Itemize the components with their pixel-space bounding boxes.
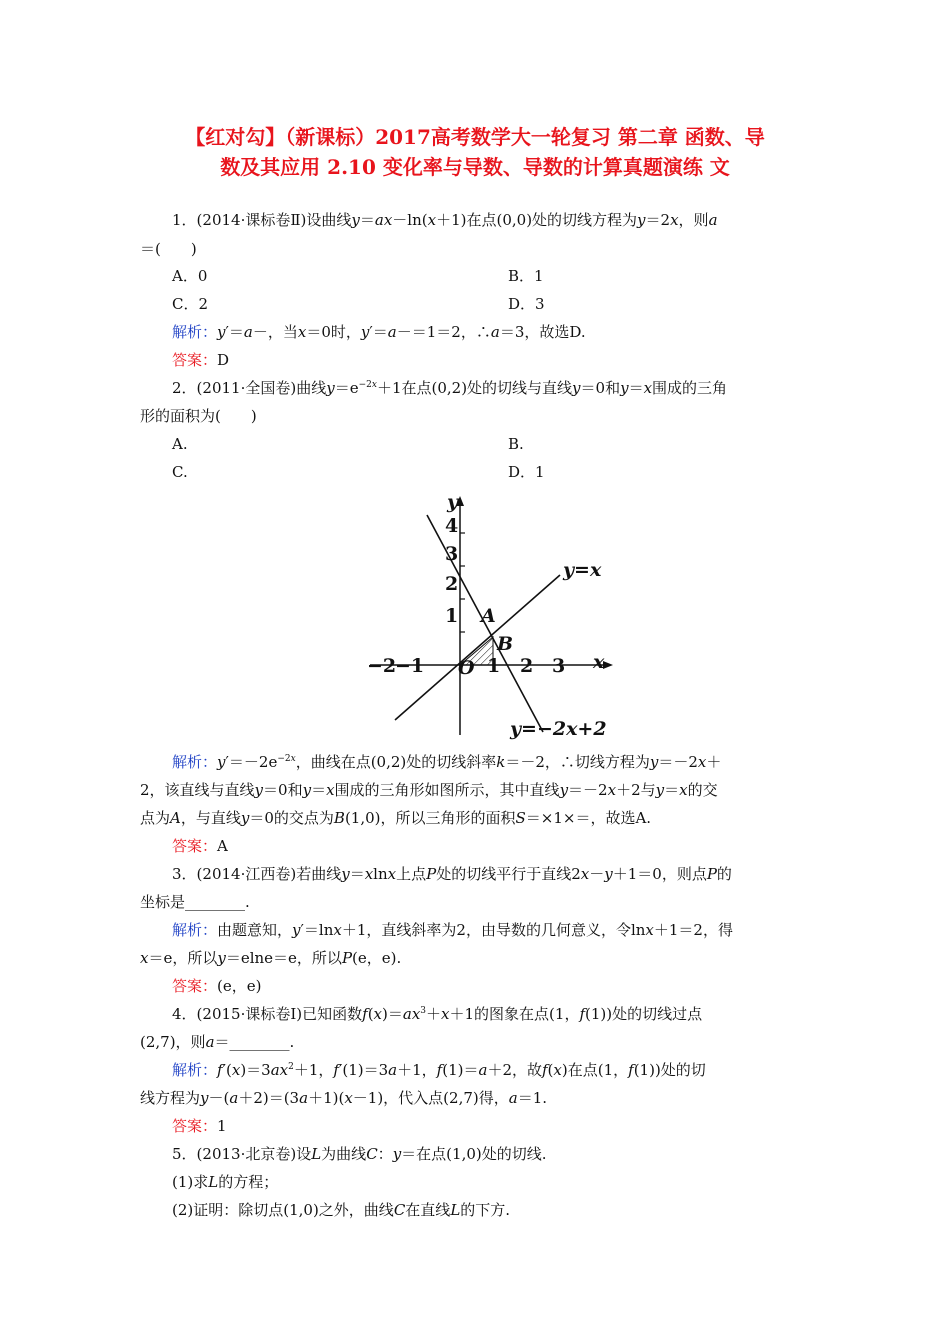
point-a-label: A [481, 605, 496, 627]
q2-graph [365, 490, 625, 740]
x-axis-label: x [593, 651, 605, 673]
q1-answer: 答案：D [172, 351, 230, 369]
x-tick-neg2: −2 [367, 655, 397, 677]
q2-analysis-line2: 2，该直线与直线y＝0和y＝x围成的三角形如图所示，其中直线y＝－2x＋2与y＝x的交 [140, 781, 718, 799]
q1-option-a: A．0 [172, 267, 208, 285]
q4-answer: 答案：1 [172, 1117, 227, 1135]
q2-option-d: D．1 [508, 463, 545, 481]
q4-stem-line2: (2,7)，则a＝________. [140, 1033, 295, 1051]
q3-stem: 3．(2014·江西卷)若曲线y＝xlnx上点P处的切线平行于直线2x－y＋1＝0，则点P的 [172, 865, 732, 883]
answer-label: 答案： [172, 837, 218, 855]
answer-label: 答案： [172, 351, 218, 369]
q2-option-b: B. [508, 435, 524, 453]
answer-label: 答案： [172, 1117, 218, 1135]
q1-stem-line2: ＝( ) [140, 240, 197, 258]
x-tick-3: 3 [552, 655, 566, 677]
line2-label: y=−2x+2 [510, 718, 607, 740]
q2-stem-line2: 形的面积为( ) [140, 407, 257, 425]
answer-label: 答案： [172, 977, 218, 995]
origin-label: O [458, 657, 475, 679]
y-tick-3: 3 [445, 543, 459, 565]
y-tick-1: 1 [445, 605, 459, 627]
analysis-label: 解析： [172, 753, 218, 771]
q1-analysis: 解析：y′＝a－，当x＝0时，y′＝a－＝1＝2，∴a＝3，故选D. [172, 323, 586, 341]
q5-part1: (1)求L的方程； [172, 1173, 279, 1191]
q5-part2: (2)证明：除切点(1,0)之外，曲线C在直线L的下方. [172, 1201, 511, 1219]
title-line-2: 数及其应用 2.10 变化率与导数、导数的计算真题演练 文 [220, 155, 730, 179]
point-b-label: B [497, 633, 514, 655]
q1-stem: 1．(2014·课标卷Ⅱ)设曲线y＝ax－ln(x＋1)在点(0,0)处的切线方程为y＝2x，则a [172, 211, 718, 229]
q4-stem: 4．(2015·课标卷Ⅰ)已知函数$f(x)=ax^3+x+1$的图象在点(1，f(1))处的切线过点 [172, 1005, 703, 1023]
q3-stem-line2: 坐标是________. [140, 893, 250, 911]
title-line-1: 【红对勾】（新课标）2017高考数学大一轮复习 第二章 函数、导 [185, 125, 765, 149]
document-title [150, 122, 800, 182]
line1-label: y=x [563, 559, 602, 581]
x-tick-1: 1 [487, 655, 501, 677]
x-tick-neg1: −1 [395, 655, 425, 677]
q4-analysis-line1: 解析：$f'(x)=3ax^2+1$，f′(1)＝3a＋1，f(1)＝a＋2，故f(x)在点(1，f(1))处的切 [172, 1061, 706, 1079]
q2-analysis-line3: 点为A，与直线y＝0的交点为B(1,0)，所以三角形的面积S＝×1×＝，故选A. [140, 809, 652, 827]
y-tick-2: 2 [445, 573, 459, 595]
x-axis-arrow [603, 661, 613, 669]
q2-stem: 2．(2011·全国卷)曲线$y=e^{-2x}+1$在点(0,2)处的切线与直线y＝0和y＝x围成的三角 [172, 379, 728, 397]
q2-analysis-line1: 解析：$y'=-2e^{-2x}$，曲线在点(0,2)处的切线斜率k＝－2，∴切线方程为y＝－2x＋ [172, 753, 722, 771]
q2-option-c: C. [172, 463, 188, 481]
q4-analysis-line2: 线方程为y－(a＋2)＝(3a＋1)(x－1)，代入点(2,7)得，a＝1. [140, 1089, 548, 1107]
y-axis-label: y [447, 491, 459, 513]
analysis-label: 解析： [172, 323, 218, 341]
q1-option-d: D．3 [508, 295, 545, 313]
q2-option-a: A. [172, 435, 188, 453]
q5-stem: 5．(2013·北京卷)设L为曲线C：y＝在点(1,0)处的切线. [172, 1145, 547, 1163]
q3-analysis-line1: 解析：由题意知，y′＝lnx＋1，直线斜率为2，由导数的几何意义，令lnx＋1＝2，得 [172, 921, 733, 939]
analysis-label: 解析： [172, 1061, 218, 1079]
q3-analysis-line2: x＝e，所以y＝elne＝e，所以P(e，e). [140, 949, 402, 967]
q1-option-c: C．2 [172, 295, 209, 313]
x-tick-2: 2 [520, 655, 534, 677]
analysis-label: 解析： [172, 921, 218, 939]
q3-answer: 答案：(e，e) [172, 977, 262, 995]
y-tick-4: 4 [445, 515, 459, 537]
q2-answer: 答案：A [172, 837, 228, 855]
q1-option-b: B．1 [508, 267, 544, 285]
line-y-eq-x [395, 575, 560, 720]
